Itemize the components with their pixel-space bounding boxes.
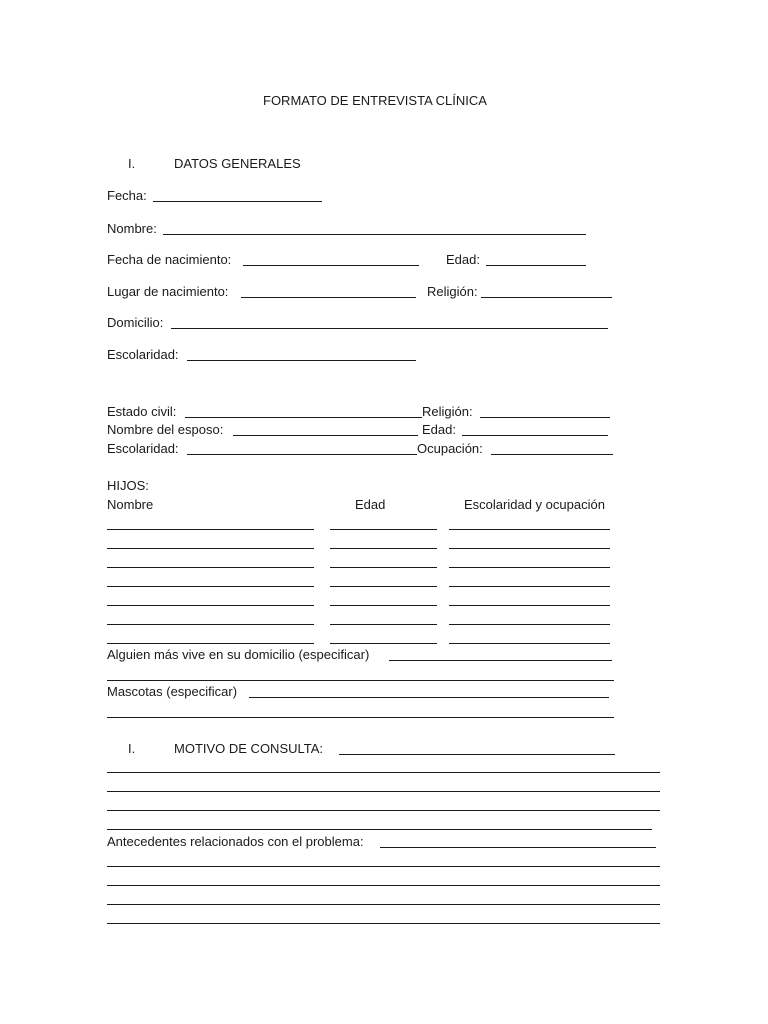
antecedentes-label: Antecedentes relacionados con el problema:: [107, 834, 364, 849]
lugar-nacimiento-field[interactable]: [241, 297, 416, 298]
document-title: FORMATO DE ENTREVISTA CLÍNICA: [263, 93, 487, 108]
section-heading-datos-generales: DATOS GENERALES: [174, 156, 301, 171]
motivo-consulta-field[interactable]: [339, 754, 615, 755]
hijo-nombre-field[interactable]: [107, 605, 314, 606]
section2-numeral: I.: [128, 741, 136, 756]
lugar-nacimiento-label: Lugar de nacimiento:: [107, 284, 229, 299]
motivo-consulta-line-4[interactable]: [107, 829, 652, 830]
antecedentes-field[interactable]: [380, 847, 656, 848]
fecha-nacimiento-field[interactable]: [243, 265, 419, 266]
hijo-escolaridad-field[interactable]: [449, 529, 610, 530]
section-heading-motivo-consulta: MOTIVO DE CONSULTA:: [174, 741, 324, 756]
ocupacion-field[interactable]: [491, 454, 613, 455]
nombre-field[interactable]: [163, 234, 586, 235]
motivo-consulta-line-1[interactable]: [107, 772, 660, 773]
conyuge-escolaridad-field[interactable]: [187, 454, 417, 455]
nombre-label: Nombre:: [107, 221, 157, 236]
fecha-label: Fecha:: [107, 188, 147, 203]
conyuge-escolaridad-label: Escolaridad:: [107, 441, 179, 456]
antecedentes-line-3[interactable]: [107, 904, 660, 905]
conyuge-edad-field[interactable]: [462, 435, 608, 436]
estado-civil-label: Estado civil:: [107, 404, 177, 419]
mascotas-field-line2[interactable]: [107, 717, 614, 718]
hijo-edad-field[interactable]: [330, 567, 437, 568]
antecedentes-line-1[interactable]: [107, 866, 660, 867]
religion-label: Religión:: [427, 284, 478, 299]
hijo-edad-field[interactable]: [330, 605, 437, 606]
hijo-escolaridad-field[interactable]: [449, 586, 610, 587]
mascotas-label: Mascotas (especificar): [107, 684, 238, 699]
estado-civil-field[interactable]: [185, 417, 422, 418]
hijos-label: HIJOS:: [107, 478, 149, 493]
antecedentes-line-4[interactable]: [107, 923, 660, 924]
hijo-nombre-field[interactable]: [107, 567, 314, 568]
hijo-nombre-field[interactable]: [107, 643, 314, 644]
escolaridad-field[interactable]: [187, 360, 416, 361]
motivo-consulta-line-2[interactable]: [107, 791, 660, 792]
hijo-nombre-field[interactable]: [107, 529, 314, 530]
conyuge-edad-label: Edad:: [422, 422, 456, 437]
hijo-nombre-field[interactable]: [107, 548, 314, 549]
hijo-edad-field[interactable]: [330, 548, 437, 549]
hijo-nombre-field[interactable]: [107, 624, 314, 625]
hijo-edad-field[interactable]: [330, 643, 437, 644]
section-numeral: I.: [128, 156, 136, 171]
fecha-field[interactable]: [153, 201, 322, 202]
hijo-escolaridad-field[interactable]: [449, 643, 610, 644]
domicilio-field[interactable]: [171, 328, 608, 329]
domicilio-label: Domicilio:: [107, 315, 164, 330]
fecha-nacimiento-label: Fecha de nacimiento:: [107, 252, 232, 267]
hijos-col-escolaridad: Escolaridad y ocupación: [464, 497, 605, 512]
alguien-mas-field[interactable]: [389, 660, 612, 661]
hijo-nombre-field[interactable]: [107, 586, 314, 587]
hijos-col-nombre: Nombre: [107, 497, 154, 512]
mascotas-field[interactable]: [249, 697, 609, 698]
conyuge-religion-label: Religión:: [422, 404, 473, 419]
hijo-escolaridad-field[interactable]: [449, 605, 610, 606]
conyuge-religion-field[interactable]: [480, 417, 610, 418]
nombre-esposo-label: Nombre del esposo:: [107, 422, 224, 437]
nombre-esposo-field[interactable]: [233, 435, 418, 436]
hijo-escolaridad-field[interactable]: [449, 567, 610, 568]
hijo-edad-field[interactable]: [330, 624, 437, 625]
escolaridad-label: Escolaridad:: [107, 347, 179, 362]
hijo-edad-field[interactable]: [330, 586, 437, 587]
alguien-mas-label: Alguien más vive en su domicilio (especificar): [107, 647, 370, 662]
hijo-escolaridad-field[interactable]: [449, 624, 610, 625]
alguien-mas-field-line2[interactable]: [107, 680, 614, 681]
edad-field[interactable]: [486, 265, 586, 266]
ocupacion-label: Ocupación:: [417, 441, 483, 456]
edad-label: Edad:: [446, 252, 480, 267]
religion-field[interactable]: [481, 297, 612, 298]
hijos-col-edad: Edad: [355, 497, 386, 512]
antecedentes-line-2[interactable]: [107, 885, 660, 886]
motivo-consulta-line-3[interactable]: [107, 810, 660, 811]
hijo-edad-field[interactable]: [330, 529, 437, 530]
hijo-escolaridad-field[interactable]: [449, 548, 610, 549]
